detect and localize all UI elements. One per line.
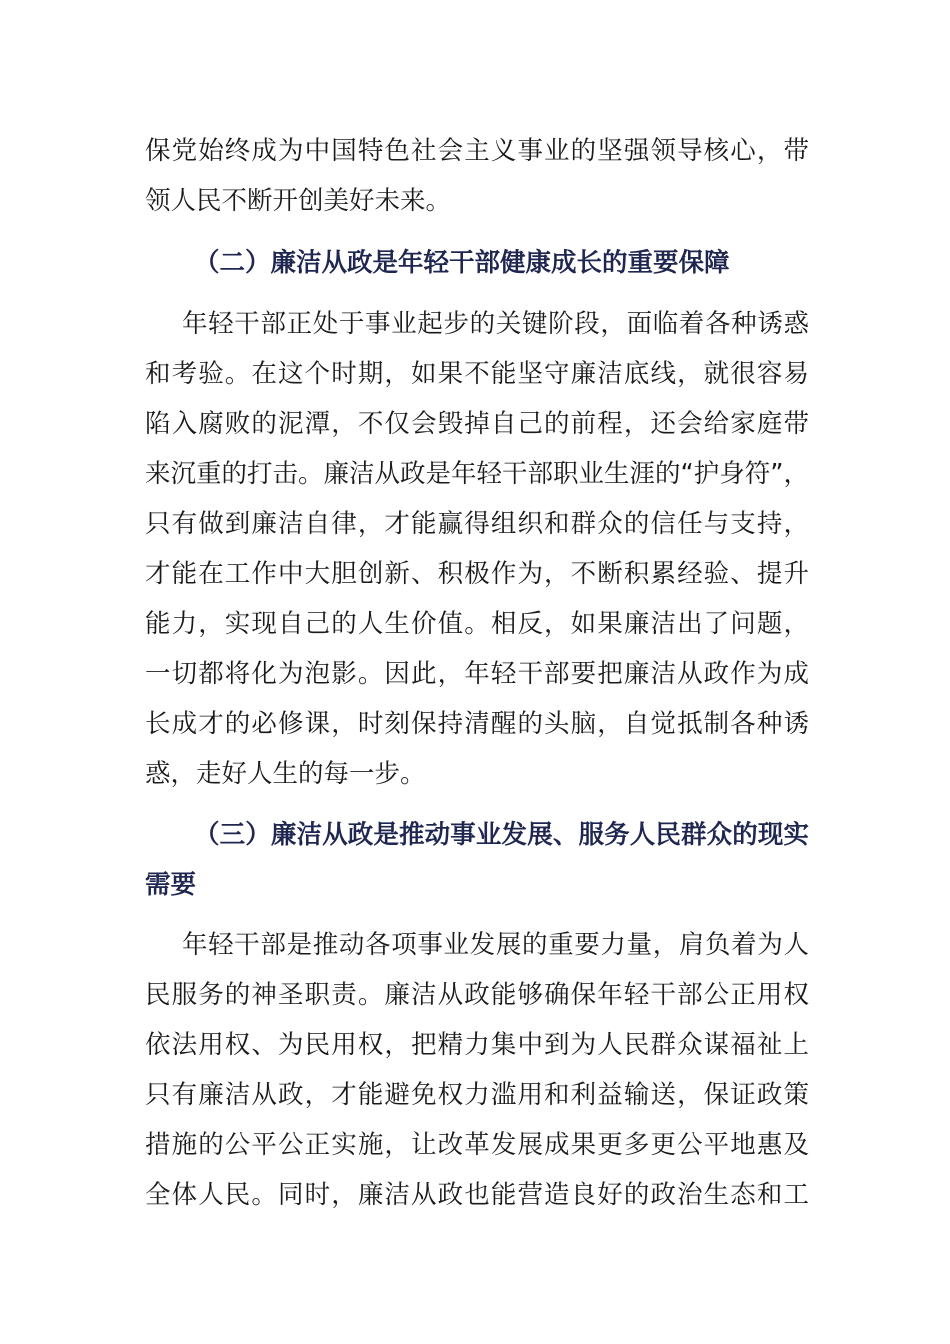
section-2-line-2: 和考验。在这个时期，如果不能坚守廉洁底线，就很容易	[145, 359, 809, 389]
section-2-heading: （二）廉洁从政是年轻干部健康成长的重要保障	[194, 248, 730, 278]
section-2-line-6: 才能在工作中大胆创新、积极作为，不断积累经验、提升	[145, 559, 809, 589]
section-3-line-2: 民服务的神圣职责。廉洁从政能够确保年轻干部公正用权	[145, 980, 809, 1010]
section-2-line-3: 陷入腐败的泥潭，不仅会毁掉自己的前程，还会给家庭带	[145, 409, 809, 439]
section-3-heading-line-1: （三）廉洁从政是推动事业发展、服务人民群众的现实	[194, 820, 809, 850]
section-3-line-5: 措施的公平公正实施，让改革发展成果更多更公平地惠及	[145, 1130, 809, 1160]
section-2-line-10: 惑，走好人生的每一步。	[145, 759, 426, 789]
section-2-line-5: 只有做到廉洁自律，才能赢得组织和群众的信任与支持，	[145, 509, 809, 539]
section-2-line-8: 一切都将化为泡影。因此，年轻干部要把廉洁从政作为成	[145, 659, 809, 689]
section-3-line-1: 年轻干部是推动各项事业发展的重要力量，肩负着为人	[182, 930, 809, 960]
section-3-line-4: 只有廉洁从政，才能避免权力滥用和利益输送，保证政策	[145, 1080, 809, 1110]
section-2-line-4: 来沉重的打击。廉洁从政是年轻干部职业生涯的“护身符”，	[145, 459, 809, 489]
section-3-heading-line-2: 需要	[145, 870, 197, 900]
section-2-line-9: 长成才的必修课，时刻保持清醒的头脑，自觉抵制各种诱	[145, 709, 809, 739]
section-2-line-7: 能力，实现自己的人生价值。相反，如果廉洁出了问题，	[145, 609, 809, 639]
section-3-line-6: 全体人民。同时，廉洁从政也能营造良好的政治生态和工	[145, 1180, 809, 1210]
intro-line-1: 保党始终成为中国特色社会主义事业的坚强领导核心，带	[145, 136, 809, 166]
intro-line-2: 领人民不断开创美好未来。	[145, 186, 452, 216]
section-2-line-1: 年轻干部正处于事业起步的关键阶段，面临着各种诱惑	[182, 309, 809, 339]
section-3-line-3: 依法用权、为民用权，把精力集中到为人民群众谋福祉上	[145, 1030, 809, 1060]
